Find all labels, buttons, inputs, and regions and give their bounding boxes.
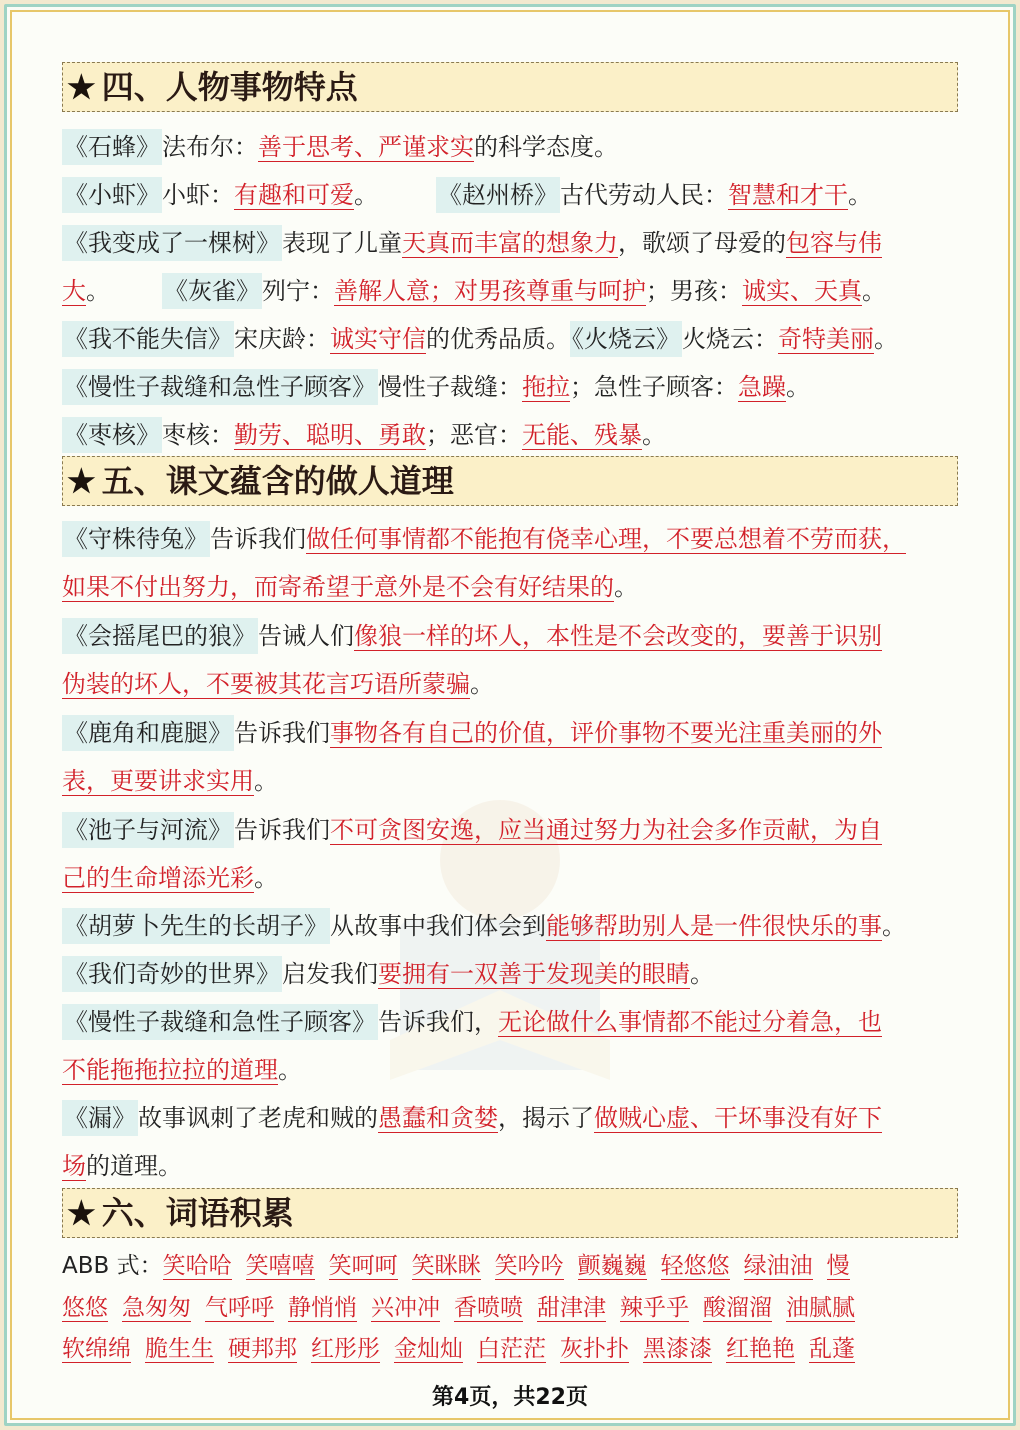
text-line	[62, 1048, 302, 1092]
plain-text: 。	[874, 325, 898, 353]
vocab-word: 轻悠悠	[660, 1253, 730, 1279]
plain-text: 告诫人们	[258, 622, 354, 650]
text-line	[62, 1000, 882, 1044]
text-line	[62, 952, 714, 996]
plain-text: 古代劳动人民：	[560, 181, 728, 209]
key-point: 有趣和可爱	[234, 181, 354, 209]
plain-text: 告诉我们	[210, 525, 306, 553]
lesson-title: 《池子与河流》	[62, 812, 234, 848]
key-point: 能够帮助别人是一件很快乐的事	[546, 912, 882, 940]
plain-text: 告诉我们	[234, 816, 330, 844]
vocab-word: 笑眯眯	[411, 1253, 481, 1279]
lesson-title: 《慢性子裁缝和急性子顾客》	[62, 369, 378, 405]
lesson-title: 《漏》	[62, 1100, 138, 1136]
plain-text: ，歌颂了母爱的	[618, 229, 786, 257]
section-title: 六、词语积累	[101, 1194, 294, 1232]
vocab-word: 气呼呼	[205, 1295, 274, 1321]
plain-text: ；男孩：	[646, 277, 742, 305]
plain-text: 。	[470, 670, 494, 698]
word-row-2	[62, 1286, 855, 1330]
key-point: 诚实、天真	[742, 277, 862, 305]
key-point: 诚实守信	[330, 325, 426, 353]
vocab-word: 脆生生	[145, 1336, 214, 1362]
key-point: 愚蠢和贪婪	[378, 1104, 498, 1132]
vocab-word: 红彤彤	[311, 1336, 380, 1362]
page-number: 第4页，共22页	[432, 1385, 588, 1410]
lesson-title: 《小虾》	[62, 177, 162, 213]
word-row-1	[62, 1244, 850, 1288]
plain-text: 的优秀品质。	[426, 325, 570, 353]
plain-text: 。	[278, 1056, 302, 1084]
lesson-title: 《我不能失信》	[62, 321, 234, 357]
section-header-6	[62, 1188, 958, 1238]
plain-text: 列宁：	[262, 277, 334, 305]
key-point: 像狼一样的坏人，本性是不会改变的，要善于识别	[354, 622, 882, 650]
lesson-title: 《胡萝卜先生的长胡子》	[62, 908, 330, 944]
vocab-word: 绿油油	[743, 1253, 813, 1279]
section-title: 五、课文蕴含的做人道理	[101, 462, 454, 500]
vocab-word: 金灿灿	[394, 1336, 463, 1362]
lesson-title: 《灰雀》	[162, 273, 262, 309]
text-line	[62, 269, 886, 313]
key-point: 要拥有一双善于发现美的眼睛	[378, 960, 690, 988]
key-point: 急躁	[738, 373, 786, 401]
lesson-title: 《赵州桥》	[436, 177, 560, 213]
vocab-word: 黑漆漆	[643, 1336, 712, 1362]
vocab-word: 香喷喷	[454, 1295, 523, 1321]
text-line	[62, 317, 898, 361]
star-icon: ★	[67, 462, 96, 500]
lesson-title: 《鹿角和鹿腿》	[62, 715, 234, 751]
plain-text: 。	[354, 181, 378, 209]
text-line	[62, 565, 638, 609]
plain-text: 的道理。	[86, 1152, 182, 1180]
key-point: 做贼心虚、干坏事没有好下	[594, 1104, 882, 1132]
plain-text: 启发我们	[282, 960, 378, 988]
section-title: 四、人物事物特点	[101, 68, 358, 106]
key-point: 不能拖拖拉拉的道理	[62, 1056, 278, 1084]
lesson-title: 《守株待兔》	[62, 521, 210, 557]
text-line	[62, 221, 882, 265]
vocab-word: 兴冲冲	[371, 1295, 440, 1321]
vocab-word: 酸溜溜	[703, 1295, 772, 1321]
plain-text: 。	[848, 181, 872, 209]
plain-text: 故事讽刺了老虎和贼的	[138, 1104, 378, 1132]
plain-text: 小虾：	[162, 181, 234, 209]
vocab-word: 油腻腻	[786, 1295, 855, 1321]
key-point: 大	[62, 277, 86, 305]
lesson-title: 《会摇尾巴的狼》	[62, 618, 258, 654]
key-point: 伪装的坏人，不要被其花言巧语所蒙骗	[62, 670, 470, 698]
key-point: 做任何事情都不能抱有侥幸心理，不要总想着不劳而获，	[306, 525, 906, 553]
section-header-4	[62, 62, 958, 112]
key-point: 善于思考、严谨求实	[258, 133, 474, 161]
text-line	[62, 517, 906, 561]
plain-text: 。	[86, 277, 110, 305]
plain-text: 。	[642, 421, 666, 449]
vocab-word: 静悄悄	[288, 1295, 357, 1321]
star-icon: ★	[67, 68, 96, 106]
plain-text: 告诉我们，	[378, 1008, 498, 1036]
lesson-title: 《火烧云》	[570, 321, 682, 357]
word-row-3	[62, 1327, 855, 1371]
text-line	[62, 413, 666, 457]
text-line	[62, 759, 278, 803]
vocab-word: 笑呵呵	[328, 1253, 398, 1279]
plain-text: 的科学态度。	[474, 133, 618, 161]
vocab-word: 笑嘻嘻	[245, 1253, 315, 1279]
text-line	[62, 1096, 882, 1140]
star-icon: ★	[67, 1194, 96, 1232]
text-line	[62, 662, 494, 706]
plain-text: 。	[254, 864, 278, 892]
lesson-title: 《慢性子裁缝和急性子顾客》	[62, 1004, 378, 1040]
text-line	[62, 614, 882, 658]
plain-text: 。	[690, 960, 714, 988]
plain-text: 。	[862, 277, 886, 305]
text-line	[62, 711, 882, 755]
text-line	[62, 1144, 182, 1188]
key-point: 包容与伟	[786, 229, 882, 257]
key-point: 不可贪图安逸，应当通过努力为社会多作贡献，为自	[330, 816, 882, 844]
plain-text: 枣核：	[162, 421, 234, 449]
key-point: 天真而丰富的想象力	[402, 229, 618, 257]
plain-text: 火烧云：	[682, 325, 778, 353]
key-point: 奇特美丽	[778, 325, 874, 353]
vocab-word: 软绵绵	[62, 1336, 131, 1362]
vocab-word: 硬邦邦	[228, 1336, 297, 1362]
lesson-title: 《我们奇妙的世界》	[62, 956, 282, 992]
vocab-word: 笑哈哈	[162, 1253, 232, 1279]
vocab-word: 笑吟吟	[494, 1253, 564, 1279]
plain-text: 。	[614, 573, 638, 601]
vocab-word: 甜津津	[537, 1295, 606, 1321]
key-point: 场	[62, 1152, 86, 1180]
plain-text: ；急性子顾客：	[570, 373, 738, 401]
key-point: 己的生命增添光彩	[62, 864, 254, 892]
vocab-word: 灰扑扑	[560, 1336, 629, 1362]
text-line	[62, 856, 278, 900]
vocab-word: 白茫茫	[477, 1336, 546, 1362]
text-line	[62, 173, 872, 217]
text-line	[62, 808, 882, 852]
key-point: 如果不付出努力，而寄希望于意外是不会有好结果的	[62, 573, 614, 601]
lesson-title: 《枣核》	[62, 417, 162, 453]
plain-text: 。	[254, 767, 278, 795]
text-line	[62, 125, 618, 169]
vocab-word: 颤巍巍	[577, 1253, 647, 1279]
plain-text: 法布尔：	[162, 133, 258, 161]
key-point: 拖拉	[522, 373, 570, 401]
vocab-word: 悠悠	[62, 1295, 108, 1321]
vocab-word: 辣乎乎	[620, 1295, 689, 1321]
key-point: 勤劳、聪明、勇敢	[234, 421, 426, 449]
key-point: 无论做什么事情都不能过分着急，也	[498, 1008, 882, 1036]
text-line	[62, 904, 906, 948]
lesson-title: 《石蜂》	[62, 129, 162, 165]
vocab-word: 急匆匆	[122, 1295, 191, 1321]
plain-text: 宋庆龄：	[234, 325, 330, 353]
key-point: 表，更要讲求实用	[62, 767, 254, 795]
plain-text: 表现了儿童	[282, 229, 402, 257]
vocab-word: 慢	[826, 1253, 850, 1279]
plain-text: 。	[786, 373, 810, 401]
section-header-5	[62, 456, 958, 506]
lesson-title: 《我变成了一棵树》	[62, 225, 282, 261]
plain-text: 告诉我们	[234, 719, 330, 747]
key-point: 智慧和才干	[728, 181, 848, 209]
vocab-word: 乱蓬	[809, 1336, 855, 1362]
key-point: 事物各有自己的价值，评价事物不要光注重美丽的外	[330, 719, 882, 747]
key-point: 善解人意；对男孩尊重与呵护	[334, 277, 646, 305]
text-line	[62, 365, 810, 409]
key-point: 无能、残暴	[522, 421, 642, 449]
plain-text: 。	[882, 912, 906, 940]
plain-text: ，揭示了	[498, 1104, 594, 1132]
vocab-word: 红艳艳	[726, 1336, 795, 1362]
plain-text: 从故事中我们体会到	[330, 912, 546, 940]
plain-text: 慢性子裁缝：	[378, 373, 522, 401]
abb-label: ABB 式：	[62, 1253, 163, 1279]
plain-text: ；恶官：	[426, 421, 522, 449]
